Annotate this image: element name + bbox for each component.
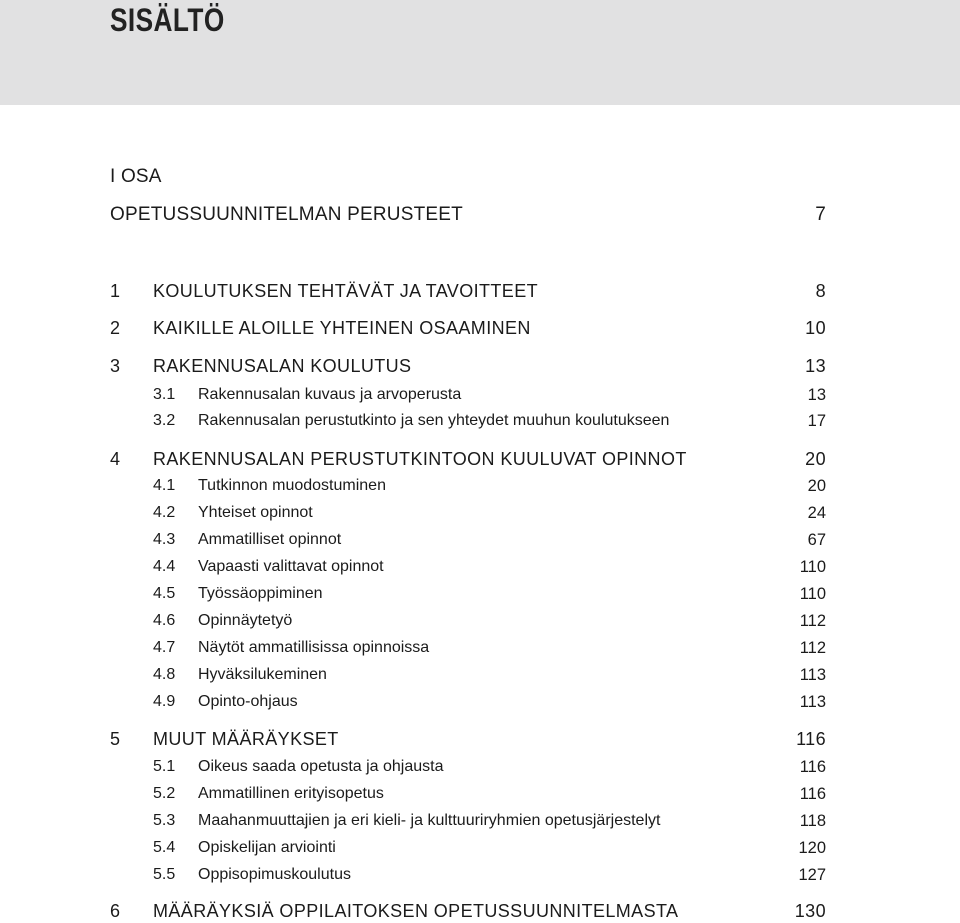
toc-number: 4.4 — [153, 558, 176, 575]
toc-part-title[interactable] — [110, 203, 826, 227]
toc-number: 3 — [110, 356, 121, 376]
toc-section[interactable] — [110, 782, 826, 806]
toc-label: Vapaasti valittavat opinnot — [198, 558, 384, 575]
toc-label: Työssäoppiminen — [198, 585, 323, 602]
toc-page-number: 20 — [805, 449, 826, 469]
toc-page-number: 112 — [799, 639, 826, 657]
toc-page-number: 113 — [799, 666, 826, 684]
toc-page-number: 13 — [805, 356, 826, 376]
toc-number: 4.1 — [153, 477, 176, 494]
toc-number: 5.1 — [153, 758, 176, 775]
toc-page-number: 110 — [799, 558, 826, 576]
toc-number: 5 — [110, 729, 121, 749]
toc-number: 5.2 — [153, 785, 176, 802]
toc-page-number: 116 — [796, 729, 826, 749]
toc-number: 4.3 — [153, 531, 176, 548]
toc-label: Hyväksilukeminen — [198, 666, 327, 683]
toc-label: Rakennusalan perustutkinto ja sen yhteydet muuhun koulutukseen — [198, 412, 670, 429]
toc-section[interactable] — [110, 501, 826, 525]
toc-label: Ammatilliset opinnot — [198, 531, 342, 548]
toc-number: 3.1 — [153, 386, 176, 403]
toc-page-number: 116 — [799, 785, 826, 803]
toc-page-number: 113 — [799, 693, 826, 711]
toc-page-number: 112 — [799, 612, 826, 630]
toc-page-number: 24 — [807, 504, 826, 522]
toc-section[interactable] — [110, 609, 826, 633]
toc-page-number: 13 — [807, 386, 826, 404]
toc-section[interactable] — [110, 755, 826, 779]
toc-part-label — [110, 165, 826, 189]
toc-chapter[interactable] — [110, 316, 826, 340]
toc-chapter[interactable] — [110, 727, 826, 751]
toc-section[interactable] — [110, 663, 826, 687]
toc-label: Näytöt ammatillisissa opinnoissa — [198, 639, 430, 656]
toc-number: 2 — [110, 318, 121, 338]
toc-label: KOULUTUKSEN TEHTÄVÄT JA TAVOITTEET — [153, 281, 539, 301]
toc-page-number: 8 — [815, 281, 826, 301]
toc-page-number: 130 — [794, 901, 826, 921]
toc-section[interactable] — [110, 836, 826, 860]
toc-label: Maahanmuuttajien ja eri kieli- ja kulttuuriryhmien opetusjärjestelyt — [198, 812, 661, 829]
toc-number: 3.2 — [153, 412, 176, 429]
toc-chapter[interactable] — [110, 447, 826, 471]
toc-number: 4.5 — [153, 585, 176, 602]
toc-section[interactable] — [110, 528, 826, 552]
toc-label: Opiskelijan arviointi — [198, 839, 336, 856]
toc-section[interactable] — [110, 409, 826, 433]
toc-page-number: 7 — [815, 204, 826, 225]
toc-part-title-label: OPETUSSUUNNITELMAN PERUSTEET — [110, 204, 463, 225]
toc-page-number: 116 — [799, 758, 826, 776]
toc-number: 5.4 — [153, 839, 176, 856]
toc-chapter[interactable] — [110, 354, 826, 378]
toc-section[interactable] — [110, 383, 826, 407]
toc-label: Yhteiset opinnot — [198, 504, 313, 521]
page-title: SISÄLTÖ — [110, 2, 225, 38]
toc-page-number: 127 — [798, 866, 826, 884]
toc-section[interactable] — [110, 555, 826, 579]
toc-page-number: 67 — [807, 531, 826, 549]
toc-section[interactable] — [110, 690, 826, 714]
toc-label: Rakennusalan kuvaus ja arvoperusta — [198, 386, 462, 403]
toc-label: MUUT MÄÄRÄYKSET — [153, 729, 339, 749]
toc-page-number: 118 — [799, 812, 826, 830]
toc-section[interactable] — [110, 474, 826, 498]
toc-label: Oikeus saada opetusta ja ohjausta — [198, 758, 444, 775]
toc-label: MÄÄRÄYKSIÄ OPPILAITOKSEN OPETUSSUUNNITELMASTA — [153, 901, 679, 921]
toc-number: 4.8 — [153, 666, 176, 683]
toc-page-number: 10 — [805, 318, 826, 338]
toc-number: 4.6 — [153, 612, 176, 629]
toc-section[interactable] — [110, 809, 826, 833]
toc-label: RAKENNUSALAN PERUSTUTKINTOON KUULUVAT OPINNOT — [153, 449, 687, 469]
toc-number: 6 — [110, 901, 121, 921]
toc-part-label-text: I OSA — [110, 166, 162, 187]
toc-number: 5.3 — [153, 812, 176, 829]
toc-label: Ammatillinen erityisopetus — [198, 785, 384, 802]
toc-section[interactable] — [110, 582, 826, 606]
toc-chapter[interactable] — [110, 279, 826, 303]
toc-page-number: 20 — [807, 477, 826, 495]
toc-number: 4 — [110, 449, 121, 469]
toc-label: RAKENNUSALAN KOULUTUS — [153, 356, 412, 376]
toc-section[interactable] — [110, 636, 826, 660]
toc-page-number: 17 — [807, 412, 826, 430]
toc-label: Tutkinnon muodostuminen — [198, 477, 386, 494]
toc-label: Opinto-ohjaus — [198, 693, 298, 710]
toc-label: KAIKILLE ALOILLE YHTEINEN OSAAMINEN — [153, 318, 531, 338]
toc-number: 1 — [110, 281, 121, 301]
toc-number: 4.7 — [153, 639, 176, 656]
toc-number: 4.9 — [153, 693, 176, 710]
toc-label: Opinnäytetyö — [198, 612, 293, 629]
toc-page-number: 120 — [798, 839, 826, 857]
toc-number: 5.5 — [153, 866, 176, 883]
toc-page-number: 110 — [799, 585, 826, 603]
toc-number: 4.2 — [153, 504, 176, 521]
toc-chapter[interactable] — [110, 899, 826, 923]
toc-section[interactable] — [110, 863, 826, 887]
toc-label: Oppisopimuskoulutus — [198, 866, 351, 883]
